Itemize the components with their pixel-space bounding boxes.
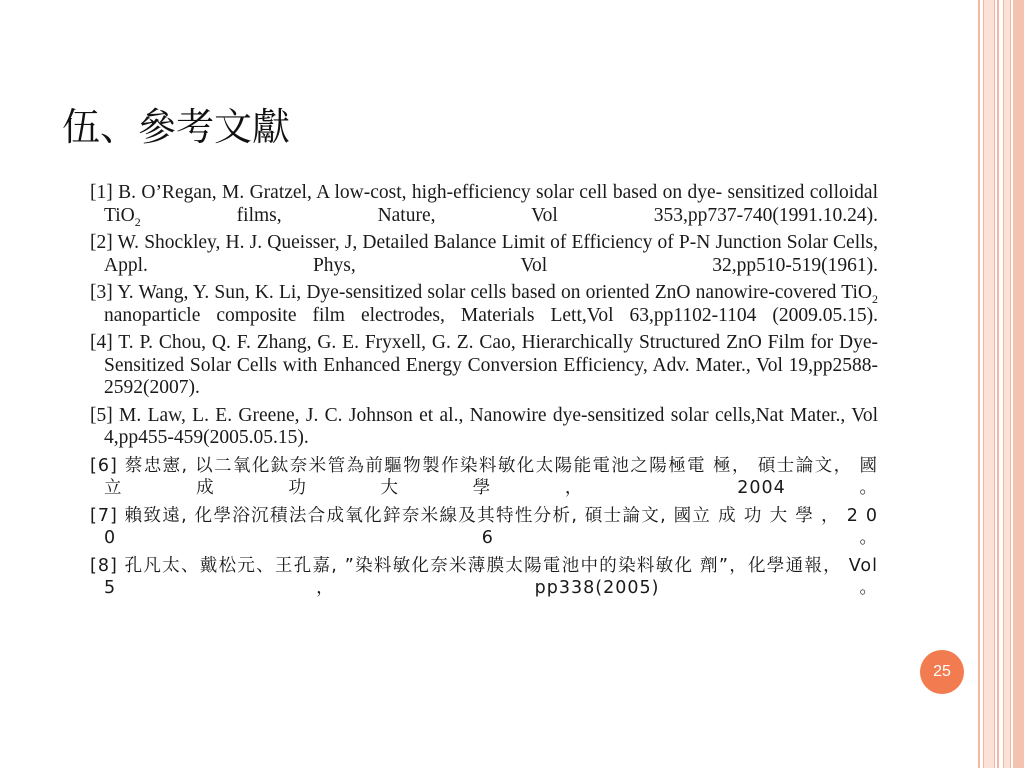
reference-item-1 xyxy=(90,182,878,227)
reference-text: Junction Solar Cells, Appl. Phys, Vol 32,pp510-519(1961). xyxy=(104,232,879,276)
reference-text: [6] 蔡忠憲, 以二氧化鈦奈米管為前驅物製作染料敏化太陽能電池之陽極電 xyxy=(90,455,707,476)
reference-text: 極， 碩士論文， 國立成功大學， 2004。 xyxy=(104,455,878,498)
reference-item-2 xyxy=(90,232,878,277)
decor-stripe xyxy=(983,0,995,768)
decor-stripe xyxy=(978,0,980,768)
reference-text: [2] W. Shockley, H. J. Queisser, J, Detailed Balance Limit of Efficiency of P-N xyxy=(90,232,711,253)
decor-stripe xyxy=(1003,0,1011,768)
subscript: 2 xyxy=(871,291,878,306)
reference-text: Lett,Vol 63,pp1102-1104 (2009.05.15). xyxy=(550,304,878,326)
reference-text: 劑”，化學通報， Vol 5，pp338(2005)。 xyxy=(104,555,878,598)
reference-list xyxy=(90,182,878,605)
reference-text: [8] 孔凡太、戴松元、王孔嘉, ”染料敏化奈米薄膜太陽電池中的染料敏化 xyxy=(90,555,694,576)
subscript: 2 xyxy=(134,214,141,229)
reference-text: sensitized colloidal TiO xyxy=(104,182,878,226)
reference-item-6 xyxy=(90,455,878,500)
reference-text: films, Nature, Vol 353,pp737-740(1991.10.24). xyxy=(140,204,878,226)
reference-text: nanoparticle composite film electrodes, Materials xyxy=(104,304,535,326)
reference-text: [7] 賴致遠, 化學浴沉積法合成氧化鋅奈米線及其特性分析, 碩士論文, 國立 xyxy=(90,505,712,526)
reference-item-4 xyxy=(90,332,878,400)
decor-stripe xyxy=(1013,0,1024,768)
reference-item-5 xyxy=(90,405,878,450)
reference-text: [5] M. Law, L. E. Greene, J. C. Johnson et al., Nanowire dye-sensitized solar xyxy=(90,404,709,426)
decor-stripe xyxy=(997,0,999,768)
reference-item-8 xyxy=(90,555,878,600)
reference-text: cells,Nat Mater., Vol 4,pp455-459(2005.05.15). xyxy=(104,404,878,448)
reference-text: [4] T. P. Chou, Q. F. Zhang, G. E. Fryxell, G. Z. Cao, Hierarchically Structured xyxy=(90,332,721,353)
reference-text: 成 功 大 學 ， 2 0 0 6 。 xyxy=(104,505,878,548)
reference-text: nanowire-covered TiO xyxy=(695,282,872,303)
reference-text: ZnO Film for Dye-Sensitized Solar Cells with Enhanced Energy Conversion xyxy=(104,332,878,376)
reference-item-7 xyxy=(90,505,878,550)
reference-text: [1] B. O’Regan, M. Gratzel, A low-cost, high-efficiency solar cell based on dye- xyxy=(90,182,723,203)
reference-item-3 xyxy=(90,282,878,327)
slide-title: 伍、參考文獻 xyxy=(62,105,291,149)
reference-text: [3] Y. Wang, Y. Sun, K. Li, Dye-sensitized solar cells based on oriented ZnO xyxy=(90,282,691,303)
page-number-badge: 25 xyxy=(920,650,964,694)
reference-text: Efficiency, Adv. Mater., Vol 19,pp2588-2592(2007). xyxy=(104,354,879,398)
